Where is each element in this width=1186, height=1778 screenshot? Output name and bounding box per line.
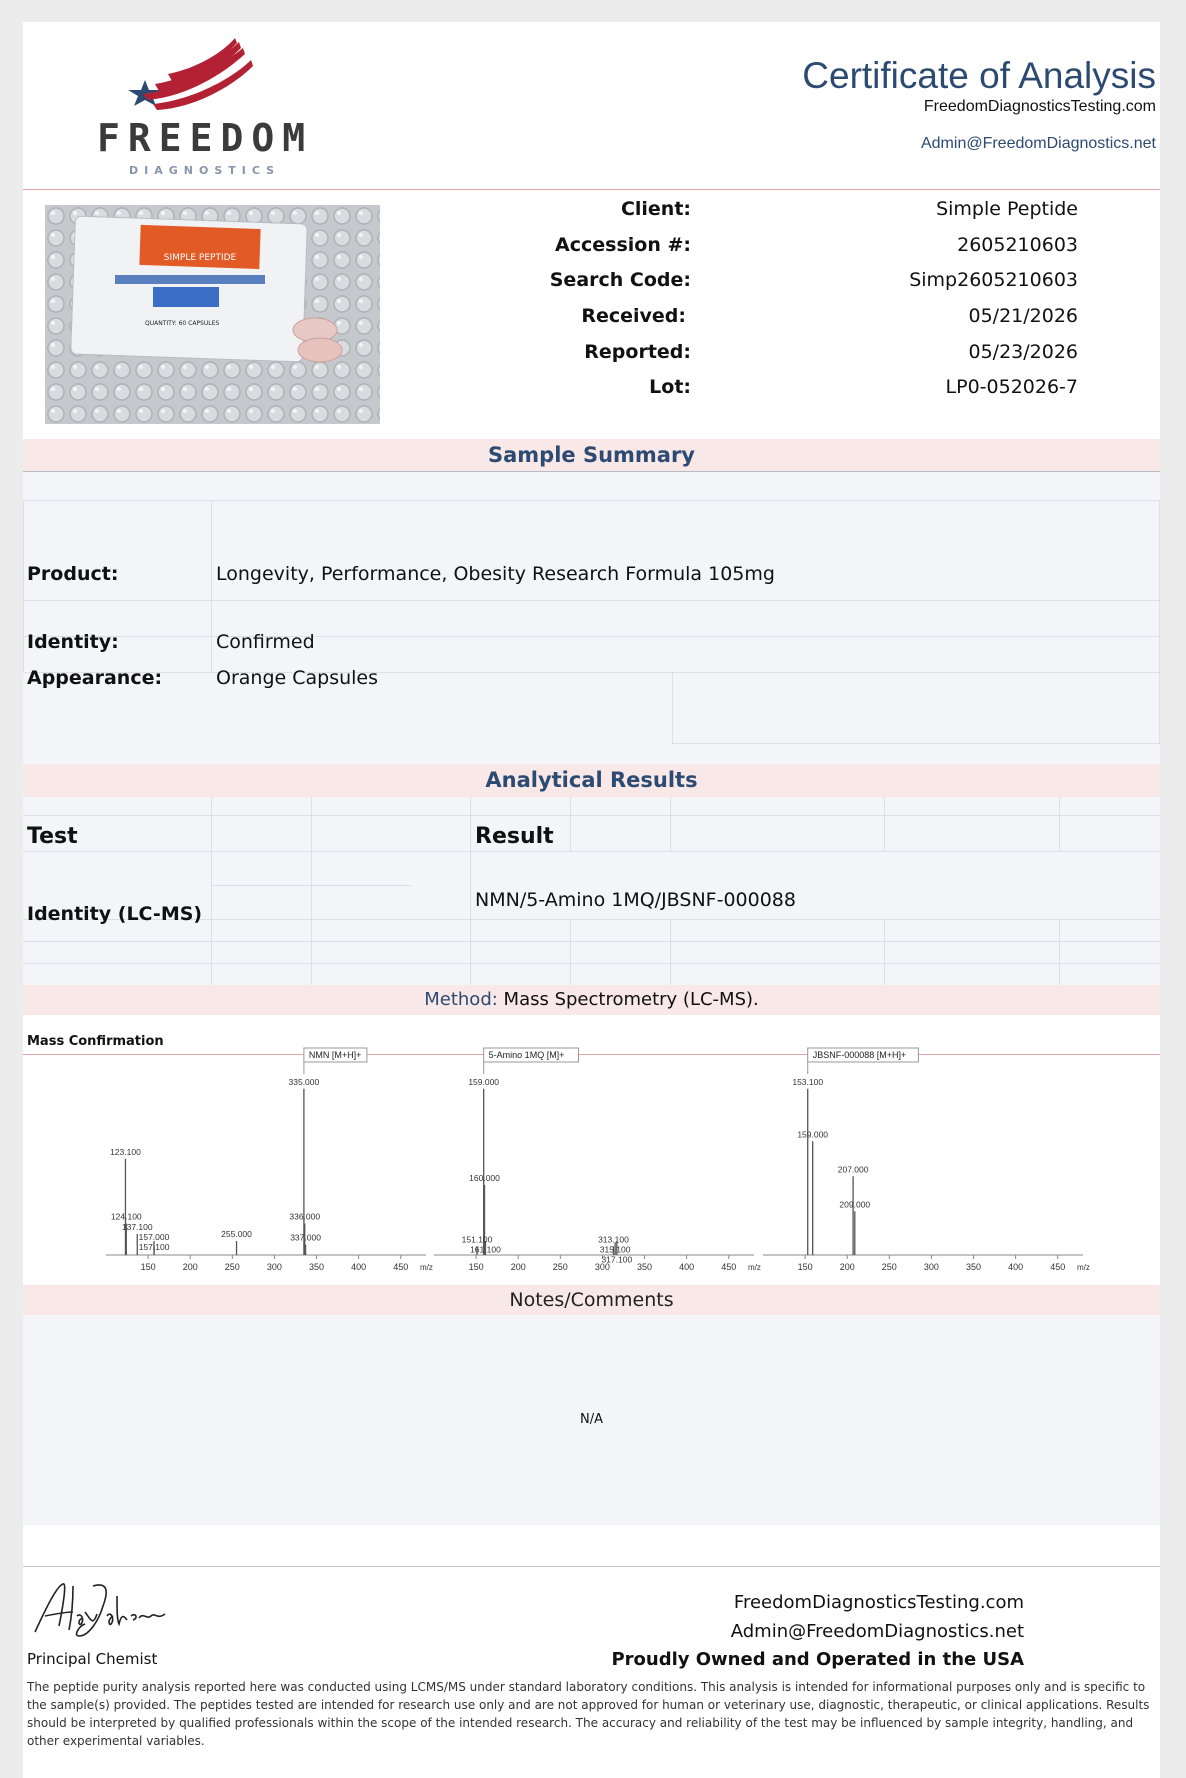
peak-label: 160.000 — [469, 1173, 500, 1183]
search-code-value: Simp2605210603 — [909, 269, 1078, 291]
peak-label: 157.100 — [138, 1242, 170, 1252]
received-label: Received: — [581, 305, 686, 327]
freedom-diagnostics-logo — [73, 34, 314, 177]
footer-divider — [23, 1566, 1160, 1567]
logo-subtitle: DIAGNOSTICS — [129, 164, 281, 177]
identity-label: Identity: — [27, 631, 119, 653]
axis-tick-label: 350 — [309, 1262, 325, 1272]
method-band — [23, 985, 1160, 1015]
axis-tick-label: 400 — [351, 1262, 367, 1272]
product-label: Product: — [27, 563, 119, 585]
analytical-results-heading: Analytical Results — [23, 764, 1160, 797]
axis-tick-label: 300 — [923, 1262, 939, 1272]
axis-tick-label: 150 — [468, 1262, 484, 1272]
axis-tick-label: 400 — [679, 1262, 695, 1272]
peak-label: 124.100 — [110, 1211, 142, 1222]
mass-confirmation-heading: Mass Confirmation — [27, 1034, 164, 1049]
peak-label: 159.000 — [468, 1076, 500, 1087]
reported-value: 05/23/2026 — [968, 341, 1078, 363]
peak-label: 337.000 — [290, 1232, 321, 1243]
mass-spectra-chart — [23, 1040, 1160, 1285]
axis-tick-label: 400 — [1008, 1262, 1024, 1272]
axis-tick-label: 350 — [966, 1262, 982, 1272]
header-email[interactable]: Admin@FreedomDiagnostics.net — [920, 135, 1156, 152]
axis-tick-label: 200 — [510, 1262, 526, 1272]
footer-website: FreedomDiagnosticsTesting.com — [733, 1592, 1024, 1613]
footer-tagline: Proudly Owned and Operated in the USA — [611, 1649, 1024, 1670]
axis-tick-label: 150 — [140, 1262, 156, 1272]
peak-label: 151.100 — [461, 1234, 493, 1245]
sample-summary-table — [23, 472, 1160, 764]
footer-disclaimer: The peptide purity analysis reported here was conducted using LCMS/MS under standard laboratory conditions. This analysis is intended for informational purposes only and is specific to the sample(s) provided. The peptides tested are intended for research use only and are not approved for human or veterinary use, diagnostic, therapeutic, or clinical applications. Results should be interpreted by qualified professionals within the scope of the intended research. The accuracy and reliability of the test may be influenced by sample integrity, handling, and other experimental variables. — [27, 1680, 1150, 1748]
lot-label: Lot: — [649, 376, 691, 398]
peak-label: 159.000 — [797, 1129, 829, 1140]
peak-label: 153.100 — [792, 1076, 824, 1087]
peak-label: 255.000 — [221, 1229, 252, 1239]
axis-unit-label: m/z — [420, 1263, 433, 1272]
result-column-header: Result — [475, 824, 554, 849]
received-value: 05/21/2026 — [968, 305, 1078, 327]
peak-label: 317.100 — [601, 1254, 633, 1265]
footer-email[interactable]: Admin@FreedomDiagnostics.net — [730, 1621, 1024, 1642]
spectrum-panel — [763, 1048, 1090, 1272]
method-label: Method: — [424, 989, 498, 1010]
logo-wordmark: FREEDOM — [97, 116, 314, 160]
peak-label: 315.100 — [599, 1244, 631, 1255]
accession-label: Accession #: — [555, 234, 691, 256]
axis-tick-label: 150 — [797, 1262, 813, 1272]
peak-label: 313.100 — [598, 1234, 629, 1245]
client-label: Client: — [620, 198, 691, 220]
peak-label: 335.000 — [288, 1076, 320, 1087]
axis-tick-label: 200 — [182, 1262, 198, 1272]
peak-label: 123.100 — [110, 1146, 141, 1157]
axis-tick-label: 250 — [224, 1262, 240, 1272]
peak-label: 209.000 — [839, 1199, 871, 1210]
axis-tick-label: 250 — [552, 1262, 568, 1272]
peak-label: 336.000 — [289, 1211, 321, 1222]
axis-tick-label: 450 — [393, 1262, 409, 1272]
header-website: FreedomDiagnosticsTesting.com — [923, 98, 1156, 115]
signer-role: Principal Chemist — [27, 1650, 158, 1668]
axis-unit-label: m/z — [1077, 1263, 1090, 1272]
reported-label: Reported: — [584, 341, 691, 363]
sample-summary-heading: Sample Summary — [23, 439, 1160, 471]
signature-image — [27, 1576, 171, 1642]
axis-tick-label: 300 — [594, 1262, 610, 1272]
compound-name: JBSNF-000088 [M+H]+ — [812, 1050, 907, 1060]
appearance-value: Orange Capsules — [216, 667, 379, 689]
accession-value: 2605210603 — [957, 234, 1078, 256]
axis-tick-label: 350 — [637, 1262, 653, 1272]
appearance-label: Appearance: — [27, 667, 163, 689]
certificate-page — [23, 22, 1160, 1778]
peak-label: 161.100 — [470, 1244, 501, 1255]
compound-name: NMN [M+H]+ — [308, 1050, 362, 1060]
document-title: Certificate of Analysis — [802, 55, 1156, 96]
packaging-image — [45, 205, 380, 424]
product-value: Longevity, Performance, Obesity Research Formula 105mg — [216, 563, 775, 585]
photo-brand: SIMPLE PEPTIDE — [163, 253, 237, 263]
header-divider — [23, 189, 1160, 190]
axis-tick-label: 300 — [266, 1262, 282, 1272]
spectrum-panel — [106, 1048, 433, 1272]
axis-tick-label: 250 — [881, 1262, 897, 1272]
search-code-label: Search Code: — [549, 269, 691, 291]
compound-name: 5-Amino 1MQ [M]+ — [488, 1050, 565, 1060]
peak-label: 207.000 — [837, 1164, 869, 1175]
axis-unit-label: m/z — [748, 1263, 761, 1272]
lot-value: LP0-052026-7 — [945, 376, 1078, 398]
test-column-header: Test — [27, 824, 78, 849]
axis-tick-label: 450 — [721, 1262, 737, 1272]
notes-heading: Notes/Comments — [23, 1285, 1160, 1315]
spectrum-panel — [434, 1048, 761, 1272]
peak-label: 157.000 — [138, 1232, 170, 1242]
product-photo — [45, 205, 380, 424]
axis-tick-label: 450 — [1050, 1262, 1066, 1272]
test-name: Identity (LC-MS) — [27, 903, 203, 925]
photo-quantity: QUANTITY: 60 CAPSULES — [145, 320, 220, 327]
notes-text: N/A — [580, 1412, 603, 1427]
flag-swoosh-icon — [73, 34, 283, 114]
identity-value: Confirmed — [216, 631, 315, 653]
client-value: Simple Peptide — [936, 198, 1078, 220]
test-result: NMN/5-Amino 1MQ/JBSNF-000088 — [475, 889, 796, 911]
method-value: Mass Spectrometry (LC-MS). — [503, 989, 759, 1010]
peak-label: 137.100 — [121, 1222, 153, 1232]
axis-tick-label: 200 — [839, 1262, 855, 1272]
